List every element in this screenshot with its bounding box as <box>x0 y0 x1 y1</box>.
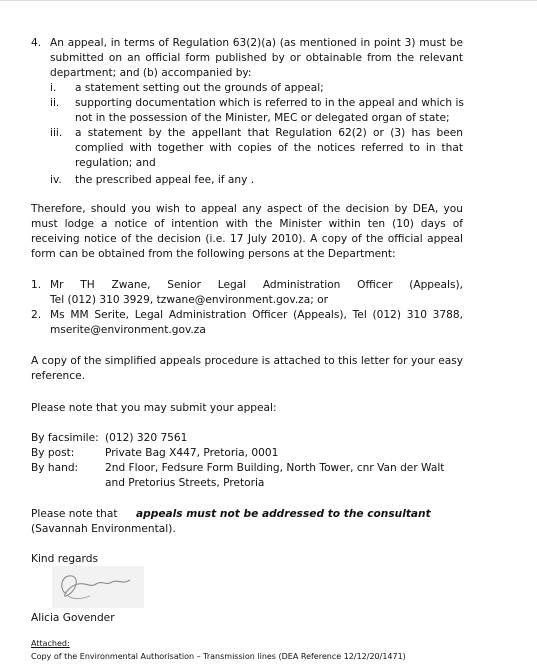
method-value: and Pretorius Streets, Pretoria <box>105 477 265 489</box>
method-value: 2nd Floor, Fedsure Form Building, North Tower, cnr Van der Walt <box>105 462 445 474</box>
consultant-note-emphasis: appeals must not be addressed to the consultant <box>136 508 431 520</box>
closing: Kind regards <box>31 553 98 565</box>
consultant-note-line-2: (Savannah Environmental). <box>31 523 176 535</box>
paragraph-line: must lodge a notice of intention with the Minister within ten (10) days of <box>31 218 463 230</box>
method-label: By post: <box>31 447 75 459</box>
signature-image <box>52 566 144 608</box>
method-label: By hand: <box>31 462 79 474</box>
attached-item: Copy of the Environmental Authorisation – Transmission lines (DEA Reference 12/12/20/1471) <box>31 652 406 661</box>
point-4-line-1: An appeal, in terms of Regulation 63(2)(a) (as mentioned in point 3) must be <box>50 37 463 49</box>
contact-line: Tel (012) 310 3929, tzwane@environment.gov.za; or <box>50 294 329 306</box>
sub-item-text: complied with together with copies of the notices referred to in that <box>75 142 463 154</box>
signature-scribble <box>52 566 144 608</box>
sub-item-number: iii. <box>50 127 63 139</box>
sub-item-text: a statement setting out the grounds of appeal; <box>75 82 324 94</box>
signatory-name: Alicia Govender <box>31 612 115 624</box>
paragraph-line: A copy of the simplified appeals procedure is attached to this letter for your easy <box>31 355 463 367</box>
point-4-number: 4. <box>31 37 42 49</box>
point-4-line-2: submitted on an official form published by or obtainable from the relevant <box>50 52 463 64</box>
submit-note: Please note that you may submit your appeal: <box>31 402 277 414</box>
method-value: Private Bag X447, Pretoria, 0001 <box>105 447 279 459</box>
point-4-line-3: department; and (b) accompanied by: <box>50 67 252 79</box>
contact-line: Ms MM Serite, Legal Administration Officer (Appeals), Tel (012) 310 3788, <box>50 309 463 321</box>
consultant-note-prefix: Please note that <box>31 508 118 520</box>
contact-line: Mr TH Zwane, Senior Legal Administration Officer (Appeals), <box>50 279 463 291</box>
sub-item-text: the prescribed appeal fee, if any . <box>75 174 255 186</box>
contact-number: 1. <box>31 279 42 291</box>
sub-item-text: regulation; and <box>75 157 156 169</box>
sub-item-text: a statement by the appellant that Regulation 62(2) or (3) has been <box>75 127 463 139</box>
sub-item-number: ii. <box>50 97 60 109</box>
sub-item-text: supporting documentation which is referred to in the appeal and which is <box>75 97 464 109</box>
sub-item-text: not in the possession of the Minister, MEC or delegated organ of state; <box>75 112 450 124</box>
method-label: By facsimile: <box>31 432 99 444</box>
attached-label: Attached: <box>31 639 70 648</box>
page-top-edge <box>0 0 537 1</box>
method-value: (012) 320 7561 <box>105 432 188 444</box>
paragraph-line: reference. <box>31 370 85 382</box>
sub-item-number: i. <box>50 82 57 94</box>
paragraph-line: Therefore, should you wish to appeal any aspect of the decision by DEA, you <box>31 203 463 215</box>
contact-line: mserite@environment.gov.za <box>50 324 206 336</box>
paragraph-line: form can be obtained from the following persons at the Department: <box>31 248 396 260</box>
contact-number: 2. <box>31 309 42 321</box>
paragraph-line: receiving notice of the decision (i.e. 17 July 2010). A copy of the official appeal <box>31 233 463 245</box>
sub-item-number: iv. <box>50 174 62 186</box>
